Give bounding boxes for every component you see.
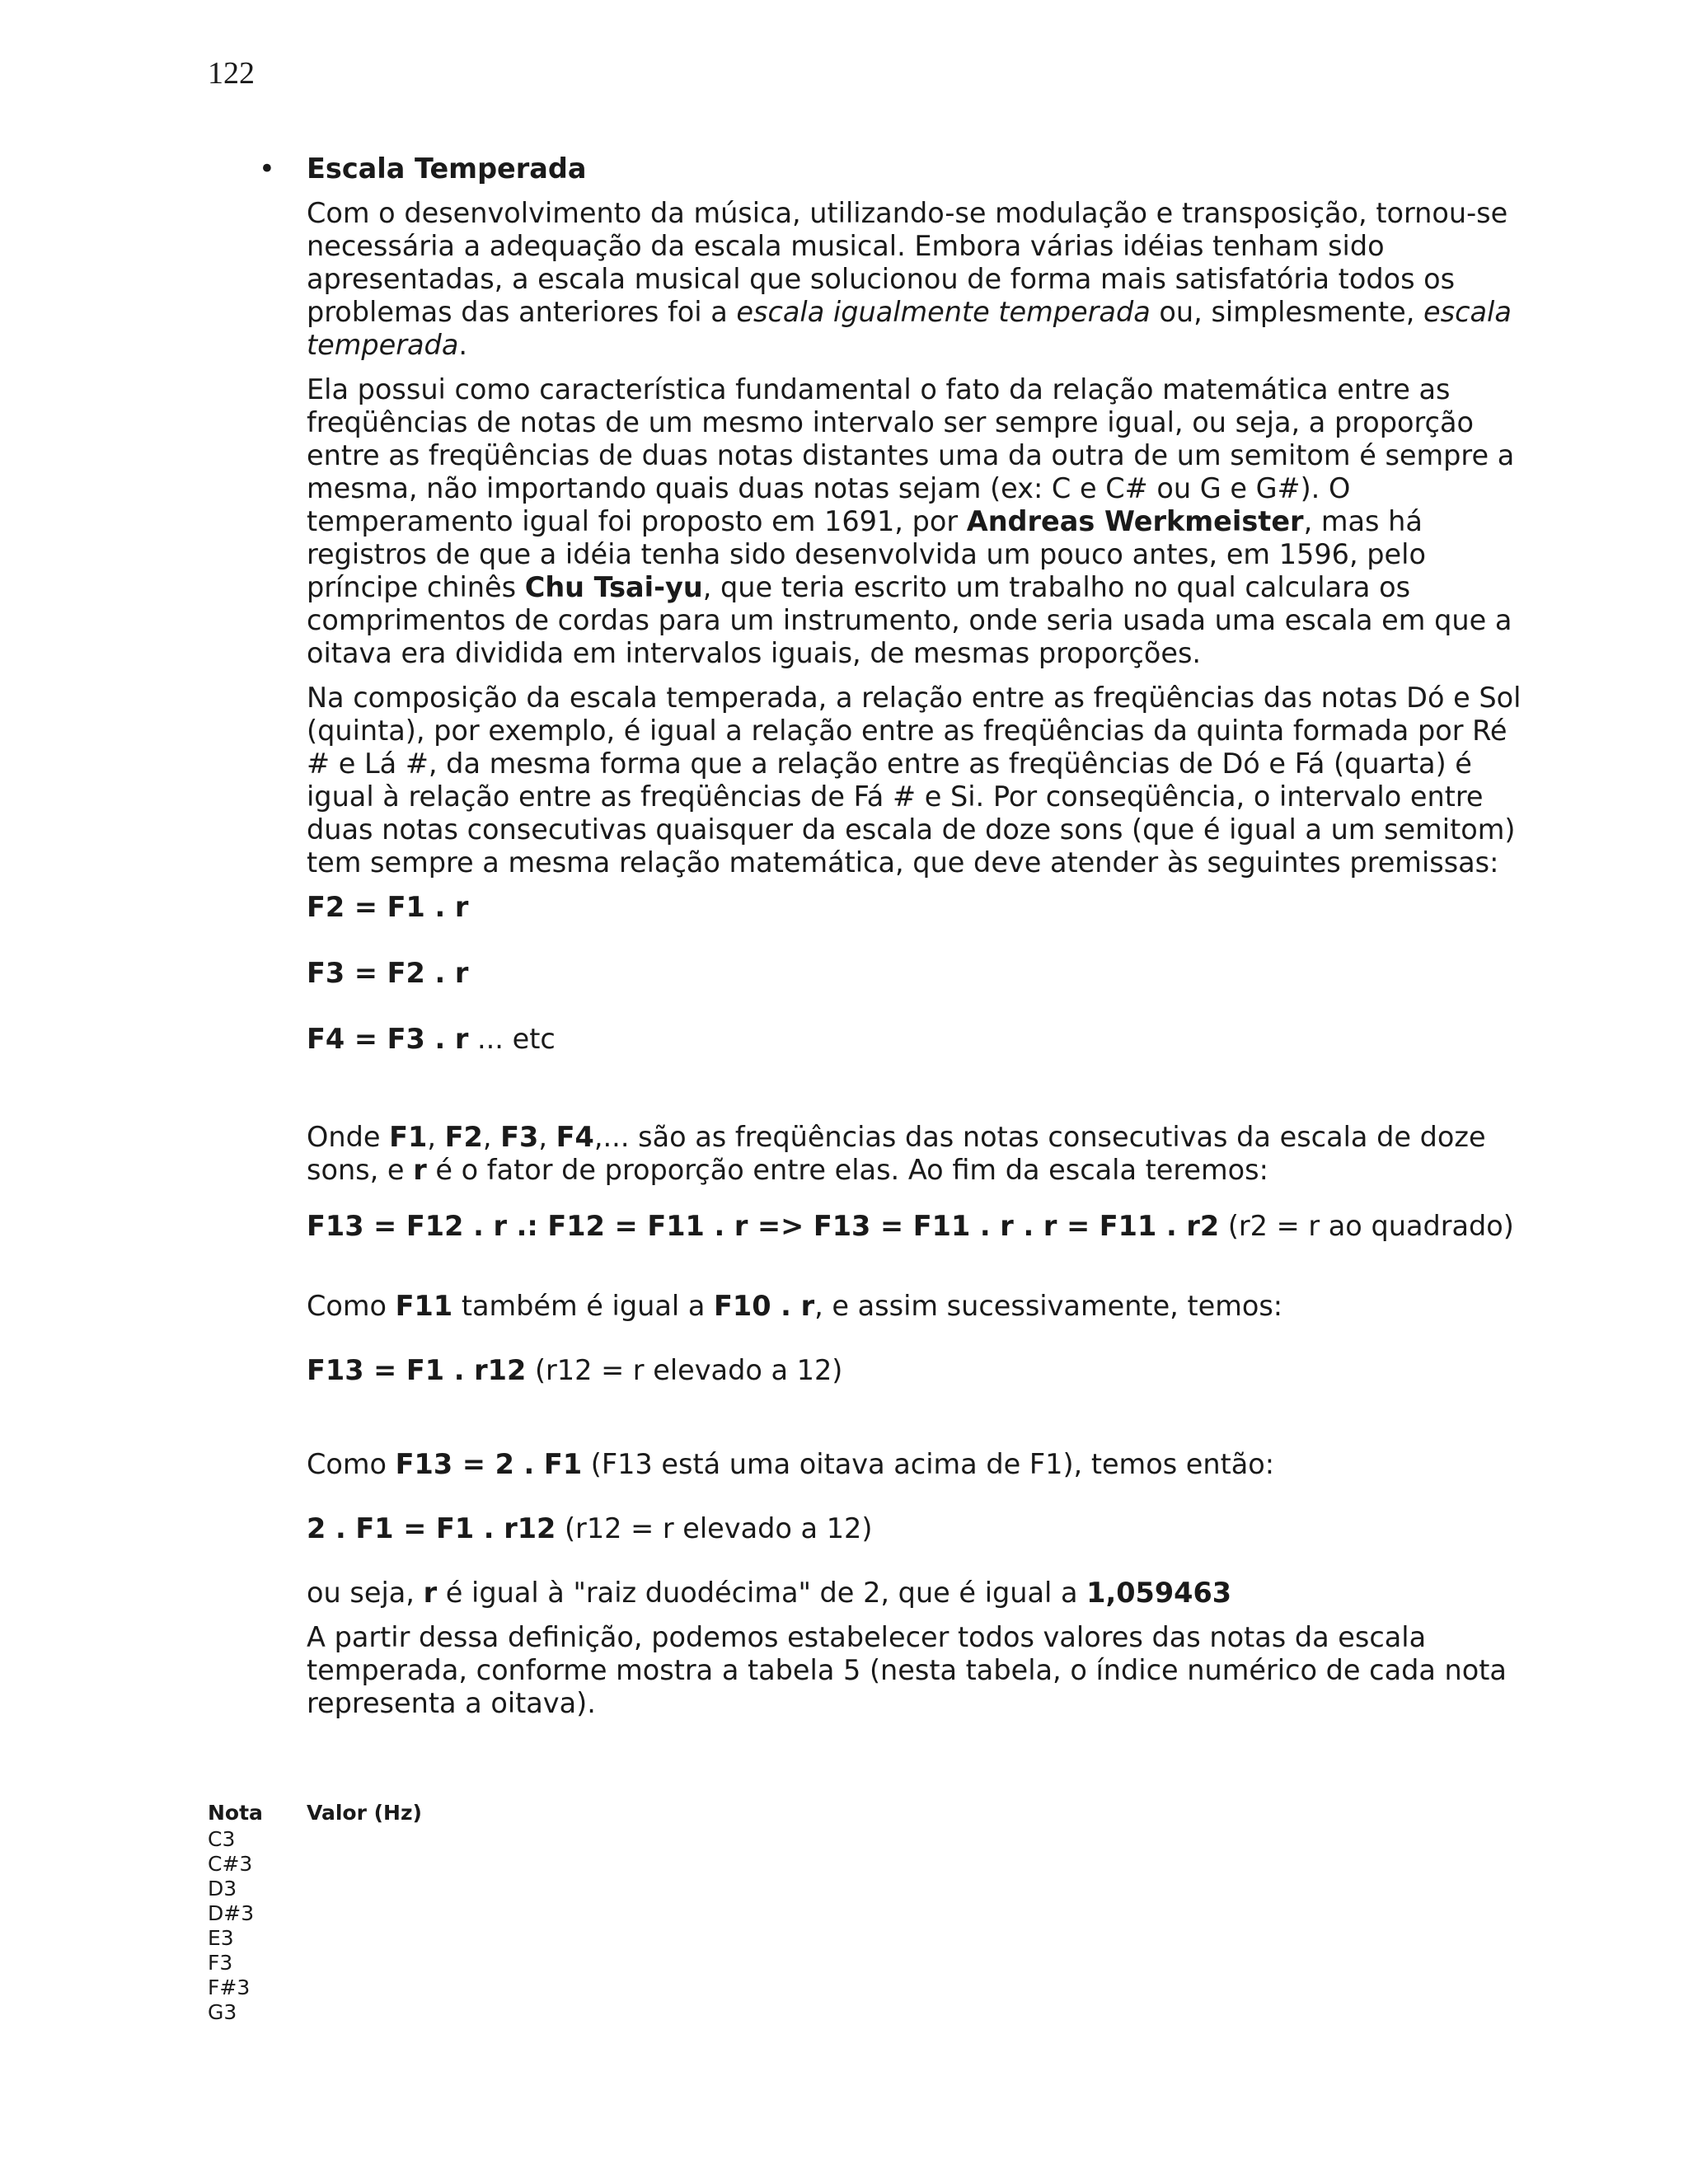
paragraph-succession: Como F11 também é igual a F10 . r, e assim sucessivamente, temos: xyxy=(307,1290,1283,1322)
note-frequency-table xyxy=(208,1801,422,2025)
section-title: Escala Temperada xyxy=(307,152,587,185)
emphasis-term: escala temperada xyxy=(307,296,1512,361)
table-row: C3 xyxy=(208,1827,236,1851)
equation-6: 2 . F1 = F1 . r12 (r12 = r elevado a 12) xyxy=(307,1512,873,1544)
equation-4: F13 = F12 . r .: F12 = F11 . r => F13 = F11 . r . r = F11 . r2 (r2 = r ao quadrado) xyxy=(307,1210,1514,1242)
equation-1: F2 = F1 . r xyxy=(307,891,469,923)
paragraph-history: Ela possui como característica fundamental o fato da relação matemática entre as freqüências de notas de um mesmo intervalo ser sempre igual, ou seja, a proporção entre as freqüências de duas notas distantes uma da outra de um semitom é sempre a mesma, não importando quais duas notas sejam (ex: C e C# ou G e G#). O temperamento igual foi proposto em 1691, por Andreas Werkmeister, mas há registros de que a idéia tenha sido desenvolvida um pouco antes, em 1596, pelo príncipe chinês Chu Tsai-yu, que teria escrito um trabalho no qual calculara os comprimentos de cordas para um instrumento, onde seria usada uma escala em que a oitava era dividida em intervalos iguais, de mesmas proporções. xyxy=(307,373,1515,669)
bullet-icon: • xyxy=(259,152,275,185)
equation-3: F4 = F3 . r ... etc xyxy=(307,1023,556,1055)
paragraph-composition: Na composição da escala temperada, a relação entre as freqüências das notas Dó e Sol (quinta), por exemplo, é igual a relação entre as freqüências da quinta formada por Ré # e Lá #, da mesma forma que a relação entre as freqüências de Dó e Fá (quarta) é igual à relação entre as freqüências de Fá # e Si. Por conseqüência, o intervalo entre duas notas consecutivas quaisquer da escala de doze sons (que é igual a um semitom) tem sempre a mesma relação matemática, que deve atender às seguintes premissas: xyxy=(307,682,1522,879)
paragraph-definitions: Onde F1, F2, F3, F4,... são as freqüências das notas consecutivas da escala de doze sons, e r é o fator de proporção entre elas. Ao fim da escala teremos: xyxy=(307,1121,1486,1186)
column-header-nota: Nota xyxy=(208,1801,263,1825)
paragraph-intro: Com o desenvolvimento da música, utilizando-se modulação e transposição, tornou-se necessária a adequação da escala musical. Embora várias idéias tenham sido apresentadas, a escala musical que solucionou de forma mais satisfatória todos os problemas das anteriores foi a escala igualmente temperada ou, simplesmente, escala temperada. xyxy=(307,197,1512,361)
paragraph-table-intro: A partir dessa definição, podemos estabelecer todos valores das notas da escala temperada, conforme mostra a tabela 5 (nesta tabela, o índice numérico de cada nota representa a oitava). xyxy=(307,1621,1507,1719)
emphasis-term: escala igualmente temperada xyxy=(736,296,1151,328)
paragraph-octave: Como F13 = 2 . F1 (F13 está uma oitava acima de F1), temos então: xyxy=(307,1448,1275,1480)
table-row: F3 xyxy=(208,1951,233,1975)
table-row: C#3 xyxy=(208,1852,253,1876)
table-row: D#3 xyxy=(208,1901,255,1925)
column-header-valor: Valor (Hz) xyxy=(307,1801,422,1825)
document-body xyxy=(259,152,1535,1732)
ratio-value: 1,059463 xyxy=(1086,1577,1232,1609)
table-header xyxy=(208,1801,422,1825)
table-row: G3 xyxy=(208,2000,237,2024)
section-heading xyxy=(259,152,1535,185)
table-row: F#3 xyxy=(208,1975,251,1999)
page-number: 122 xyxy=(208,56,255,91)
person-name: Chu Tsai-yu xyxy=(524,571,703,603)
person-name: Andreas Werkmeister xyxy=(966,505,1304,537)
table-row: D3 xyxy=(208,1877,237,1900)
equation-2: F3 = F2 . r xyxy=(307,957,469,989)
equation-5: F13 = F1 . r12 (r12 = r elevado a 12) xyxy=(307,1354,843,1386)
table-row: E3 xyxy=(208,1926,234,1950)
paragraph-ratio: ou seja, r é igual à "raiz duodécima" de 2, que é igual a 1,059463 xyxy=(307,1577,1232,1609)
